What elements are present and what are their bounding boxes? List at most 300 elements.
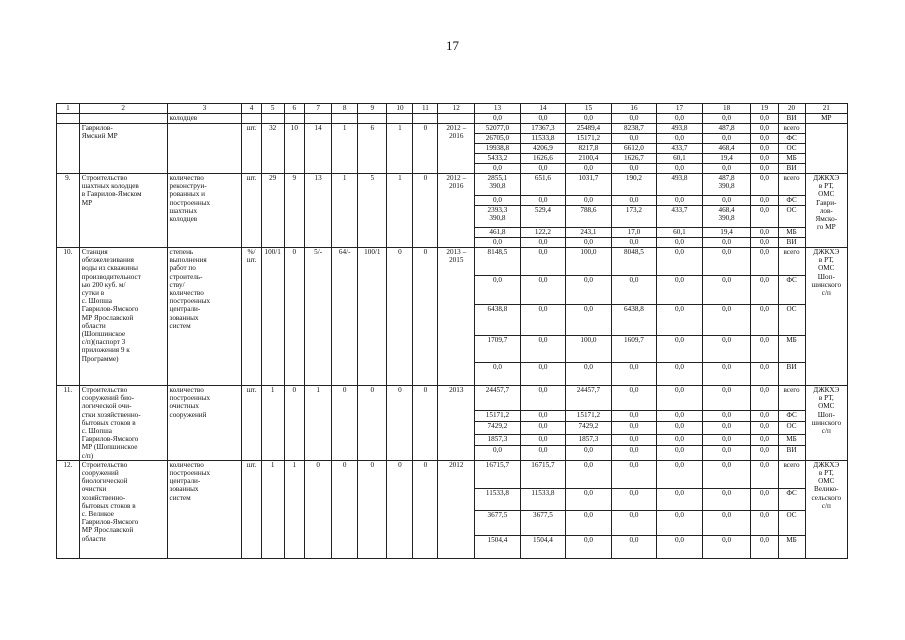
value-cell: 6438,8 [475,305,521,336]
value-cell: 0,0 [611,535,657,558]
value-cell: 2393,3 390,8 [475,206,521,228]
source-cell: ОС [778,206,805,228]
header-cell: 8 [332,104,358,114]
executor-cell: ДЖКХЭ в РТ, ОМС Велико- сельского с/п [805,460,847,558]
value-cell: 0,0 [702,336,751,363]
header-cell: 16 [611,104,657,114]
header-cell: 12 [438,104,475,114]
count-cell: 0 [413,174,438,248]
value-cell: 0,0 [520,305,566,336]
source-cell: ВИ [778,446,805,461]
value-cell: 1626,6 [520,154,566,164]
source-cell: всего [778,174,805,196]
cell-empty [284,114,305,124]
count-cell: 0 [305,460,332,558]
value-cell: 0,0 [566,510,612,535]
value-cell: 0,0 [751,134,778,144]
value-cell: 0,0 [611,134,657,144]
value-cell: 0,0 [702,460,751,488]
value-cell: 0,0 [702,305,751,336]
count-cell: 1 [261,460,284,558]
count-cell: 1 [284,460,305,558]
count-cell: 29 [261,174,284,248]
value-cell: 0,0 [657,134,703,144]
header-row [57,104,848,114]
period-cell: 2012 [438,460,475,558]
source-cell: ВИ [778,164,805,174]
value-cell: 24457,7 [475,386,521,411]
value-cell: 487,8 [702,124,751,134]
value-cell: 0,0 [751,488,778,510]
row-number: 9. [57,174,80,248]
count-cell: 1 [332,124,358,174]
value-cell: 0,0 [475,363,521,386]
value-cell: 0,0 [475,114,521,124]
count-cell: 1 [332,174,358,248]
count-cell: 9 [284,174,305,248]
value-cell: 0,0 [611,446,657,461]
value-cell: 0,0 [475,446,521,461]
source-cell: МБ [778,435,805,446]
value-cell: 0,0 [702,134,751,144]
source-cell: всего [778,460,805,488]
count-cell: 0 [413,386,438,461]
value-cell: 0,0 [751,535,778,558]
count-cell: 6 [358,124,387,174]
value-cell: 468,4 390,8 [702,206,751,228]
source-cell: ОС [778,305,805,336]
value-cell: 8048,5 [611,248,657,276]
value-cell: 0,0 [702,164,751,174]
header-cell: 7 [305,104,332,114]
header-cell: 5 [261,104,284,114]
measure-name: Строительство сооружений биологической очистки хозяйственно- бытовых стоков в с. Великое Гаврилов-Ямского МР Ярославской области [79,460,167,558]
header-cell: 19 [751,104,778,114]
unit-cell: шт. [242,124,262,174]
value-cell: 6438,8 [611,305,657,336]
value-cell: 0,0 [566,305,612,336]
value-cell: 0,0 [702,510,751,535]
value-cell: 1031,7 [566,174,612,196]
source-cell: МБ [778,535,805,558]
value-cell: 0,0 [657,363,703,386]
value-cell: 0,0 [566,488,612,510]
program-table [56,103,848,559]
value-cell: 0,0 [702,363,751,386]
value-cell: 0,0 [520,410,566,421]
count-cell: 0 [413,124,438,174]
value-cell: 0,0 [702,248,751,276]
count-cell: 100/1 [261,248,284,386]
value-cell: 0,0 [611,386,657,411]
value-cell: 788,6 [566,206,612,228]
value-cell: 0,0 [657,510,703,535]
value-cell: 0,0 [657,460,703,488]
header-cell: 4 [242,104,262,114]
page-number: 17 [446,38,459,53]
value-cell: 0,0 [751,305,778,336]
value-cell: 0,0 [611,460,657,488]
value-cell: 0,0 [520,276,566,305]
source-cell: ВИ [778,114,805,124]
value-cell: 493,8 [657,174,703,196]
count-cell: 5 [358,174,387,248]
header-cell: 15 [566,104,612,114]
value-cell: 2855,1 390,8 [475,174,521,196]
count-cell: 1 [387,174,413,248]
value-cell: 0,0 [751,144,778,154]
period-cell: 2012 – 2016 [438,174,475,248]
table-row [57,124,848,134]
header-cell: 13 [475,104,521,114]
source-cell: ФС [778,488,805,510]
value-cell: 0,0 [751,174,778,196]
value-cell: 0,0 [520,196,566,206]
value-cell: 0,0 [751,336,778,363]
cell-empty [242,114,262,124]
value-cell: 0,0 [611,510,657,535]
value-cell: 0,0 [657,421,703,434]
count-cell: 32 [261,124,284,174]
cell-empty [57,114,80,124]
header-cell: 21 [805,104,847,114]
value-cell: 190,2 [611,174,657,196]
continuation-row [57,114,848,124]
count-cell: 13 [305,174,332,248]
value-cell: 0,0 [520,248,566,276]
value-cell: 60,1 [657,154,703,164]
value-cell: 8148,5 [475,248,521,276]
value-cell: 0,0 [475,196,521,206]
source-cell: МБ [778,336,805,363]
value-cell: 1504,4 [520,535,566,558]
value-cell: 0,0 [702,421,751,434]
value-cell: 0,0 [566,238,612,248]
value-cell: 468,4 [702,144,751,154]
value-cell: 7429,2 [566,421,612,434]
value-cell: 0,0 [611,410,657,421]
unit-cell: шт. [242,174,262,248]
value-cell: 16715,7 [520,460,566,488]
source-cell: ОС [778,510,805,535]
cell-empty [387,114,413,124]
value-cell: 60,1 [657,228,703,238]
count-cell: 14 [305,124,332,174]
value-cell: 1857,3 [566,435,612,446]
count-cell: 10 [284,124,305,174]
value-cell: 0,0 [566,164,612,174]
indicator-cell [167,124,242,174]
value-cell: 0,0 [702,488,751,510]
indicator-cell: количество построенных очистных сооружений [167,386,242,461]
value-cell: 11533,8 [475,488,521,510]
count-cell: 64/- [332,248,358,386]
value-cell: 529,4 [520,206,566,228]
value-cell: 0,0 [520,238,566,248]
value-cell: 0,0 [702,114,751,124]
value-cell: 0,0 [520,421,566,434]
value-cell: 0,0 [751,446,778,461]
source-cell: ОС [778,144,805,154]
value-cell: 1857,3 [475,435,521,446]
value-cell: 1504,4 [475,535,521,558]
source-cell: МБ [778,228,805,238]
source-cell: ФС [778,410,805,421]
count-cell: 0 [358,460,387,558]
value-cell: 0,0 [566,363,612,386]
value-cell: 0,0 [520,435,566,446]
value-cell: 0,0 [751,114,778,124]
indicator-cell: степень выполнения работ по строитель- ству/ количество построенных централи- зованных систем [167,248,242,386]
value-cell: 0,0 [751,238,778,248]
count-cell: 0 [387,248,413,386]
header-cell: 11 [413,104,438,114]
indicator-cell: количество построенных централи- зованных систем [167,460,242,558]
header-cell: 2 [79,104,167,114]
source-cell: ФС [778,276,805,305]
value-cell: 0,0 [751,410,778,421]
measure-name: Строительство сооружений био- логической очи- стки хозяйственно- бытовых стоков в с. Шопша Гаврилов-Ямского МР (Шопшинское с/п) [79,386,167,461]
value-cell: 0,0 [611,276,657,305]
value-cell: 0,0 [751,206,778,228]
value-cell: 8217,8 [566,144,612,154]
value-cell: 2100,4 [566,154,612,164]
value-cell: 0,0 [702,196,751,206]
measure-name: Строительство шахтных колодцев в Гаврилов-Ямском МР [79,174,167,248]
value-cell: 11533,8 [520,134,566,144]
value-cell: 3677,5 [475,510,521,535]
count-cell: 0 [284,248,305,386]
value-cell: 0,0 [751,196,778,206]
value-cell: 4206,9 [520,144,566,154]
period-cell: 2012 – 2016 [438,124,475,174]
value-cell: 0,0 [702,535,751,558]
count-cell: 5/- [305,248,332,386]
count-cell: 0 [332,460,358,558]
value-cell: 0,0 [751,363,778,386]
row-number: 10. [57,248,80,386]
value-cell: 100,0 [566,248,612,276]
source-cell: всего [778,124,805,134]
value-cell: 15171,2 [475,410,521,421]
value-cell: 0,0 [611,196,657,206]
value-cell: 0,0 [657,238,703,248]
source-cell: ВИ [778,238,805,248]
count-cell: 0 [358,386,387,461]
value-cell: 1626,7 [611,154,657,164]
value-cell: 100,0 [566,336,612,363]
value-cell: 52077,0 [475,124,521,134]
header-cell: 9 [358,104,387,114]
measure-name: Гаврилов- Ямский МР [79,124,167,174]
header-cell: 18 [702,104,751,114]
count-cell: 0 [284,386,305,461]
source-cell: всего [778,248,805,276]
header-cell: 20 [778,104,805,114]
value-cell: 6612,0 [611,144,657,154]
value-cell: 0,0 [751,124,778,134]
value-cell: 461,8 [475,228,521,238]
executor-cell [805,124,847,174]
value-cell: 0,0 [657,114,703,124]
value-cell: 0,0 [657,386,703,411]
unit-cell: шт. [242,460,262,558]
value-cell: 0,0 [611,363,657,386]
value-cell: 8238,7 [611,124,657,134]
value-cell: 0,0 [702,446,751,461]
value-cell: 0,0 [657,410,703,421]
value-cell: 0,0 [475,238,521,248]
value-cell: 15171,2 [566,134,612,144]
value-cell: 0,0 [520,386,566,411]
value-cell: 3677,5 [520,510,566,535]
value-cell: 0,0 [751,154,778,164]
executor-cell: ДЖКХЭ в РТ, ОМС Шоп- шинского с/п [805,386,847,461]
value-cell: 25489,4 [566,124,612,134]
cell-empty [413,114,438,124]
value-cell: 0,0 [657,336,703,363]
indicator-cell: количество реконструи- рованных и построенных шахтных колодцев [167,174,242,248]
value-cell: 0,0 [566,114,612,124]
value-cell: 16715,7 [475,460,521,488]
row-number: 11. [57,386,80,461]
header-cell: 6 [284,104,305,114]
value-cell: 0,0 [475,276,521,305]
value-cell: 5433,2 [475,154,521,164]
cell-empty [358,114,387,124]
value-cell: 19938,8 [475,144,521,154]
table-row [57,386,848,411]
value-cell: 0,0 [657,305,703,336]
value-cell: 0,0 [702,386,751,411]
value-cell: 0,0 [566,446,612,461]
value-cell: 0,0 [611,114,657,124]
cell-empty [305,114,332,124]
value-cell: 0,0 [520,164,566,174]
value-cell: 0,0 [566,196,612,206]
value-cell: 0,0 [751,228,778,238]
header-cell: 14 [520,104,566,114]
value-cell: 433,7 [657,144,703,154]
value-cell: 0,0 [657,164,703,174]
value-cell: 0,0 [520,336,566,363]
value-cell: 0,0 [751,164,778,174]
value-cell: 0,0 [611,421,657,434]
header-cell: 3 [167,104,242,114]
value-cell: 11533,8 [520,488,566,510]
row-number: 12. [57,460,80,558]
count-cell: 0 [387,460,413,558]
measure-name: Станция обезжелезивания воды из скважины производительност ью 200 куб. м/ сутки в с. Шопша Гаврилов-Ямского МР Ярославской области (Шопшинское с/п)(паспорт 3 приложения 9 к Программе) [79,248,167,386]
cell-empty [332,114,358,124]
value-cell: 0,0 [520,446,566,461]
cell-empty [79,114,167,124]
value-cell: 17367,3 [520,124,566,134]
value-cell: 0,0 [566,460,612,488]
count-cell: 100/1 [358,248,387,386]
value-cell: 0,0 [520,114,566,124]
executor-cell: ДЖКХЭ в РТ, ОМС Гаври- лов- Ямско- го МР [805,174,847,248]
value-cell: 0,0 [657,276,703,305]
cell-empty [261,114,284,124]
value-cell: 7429,2 [475,421,521,434]
value-cell: 487,8 390,8 [702,174,751,196]
value-cell: 26705,0 [475,134,521,144]
header-cell: 10 [387,104,413,114]
value-cell: 0,0 [702,435,751,446]
executor-cell: МР [805,114,847,124]
count-cell: 1 [261,386,284,461]
unit-cell: %/ шт. [242,248,262,386]
count-cell: 0 [413,248,438,386]
value-cell: 15171,2 [566,410,612,421]
value-cell: 243,1 [566,228,612,238]
table-row [57,174,848,196]
period-cell: 2013 – 2015 [438,248,475,386]
count-cell: 0 [413,460,438,558]
value-cell: 0,0 [702,238,751,248]
count-cell: 0 [387,386,413,461]
header-cell: 1 [57,104,80,114]
source-cell: всего [778,386,805,411]
table-row [57,248,848,276]
indicator-cell: колодцев [167,114,242,124]
value-cell: 173,2 [611,206,657,228]
value-cell: 433,7 [657,206,703,228]
value-cell: 0,0 [520,363,566,386]
value-cell: 0,0 [657,248,703,276]
value-cell: 493,8 [657,124,703,134]
source-cell: ОС [778,421,805,434]
value-cell: 651,6 [520,174,566,196]
value-cell: 24457,7 [566,386,612,411]
count-cell: 1 [387,124,413,174]
source-cell: ВИ [778,363,805,386]
cell-empty [438,114,475,124]
source-cell: ФС [778,134,805,144]
value-cell: 122,2 [520,228,566,238]
value-cell: 0,0 [566,276,612,305]
executor-cell: ДЖКХЭ в РТ, ОМС Шоп- шинского с/п [805,248,847,386]
value-cell: 0,0 [475,164,521,174]
value-cell: 0,0 [657,488,703,510]
value-cell: 0,0 [751,510,778,535]
value-cell: 0,0 [611,164,657,174]
count-cell: 1 [305,386,332,461]
value-cell: 0,0 [657,196,703,206]
count-cell: 0 [332,386,358,461]
value-cell: 0,0 [611,488,657,510]
value-cell: 1709,7 [475,336,521,363]
value-cell: 0,0 [702,410,751,421]
value-cell: 0,0 [751,421,778,434]
value-cell: 0,0 [751,386,778,411]
value-cell: 19,4 [702,228,751,238]
value-cell: 19,4 [702,154,751,164]
value-cell: 0,0 [751,435,778,446]
value-cell: 0,0 [657,535,703,558]
source-cell: ФС [778,196,805,206]
value-cell: 0,0 [566,535,612,558]
value-cell: 0,0 [702,276,751,305]
row-number [57,124,80,174]
value-cell: 0,0 [751,276,778,305]
table-row [57,460,848,488]
header-cell: 17 [657,104,703,114]
value-cell: 0,0 [611,238,657,248]
value-cell: 0,0 [751,460,778,488]
value-cell: 0,0 [657,446,703,461]
